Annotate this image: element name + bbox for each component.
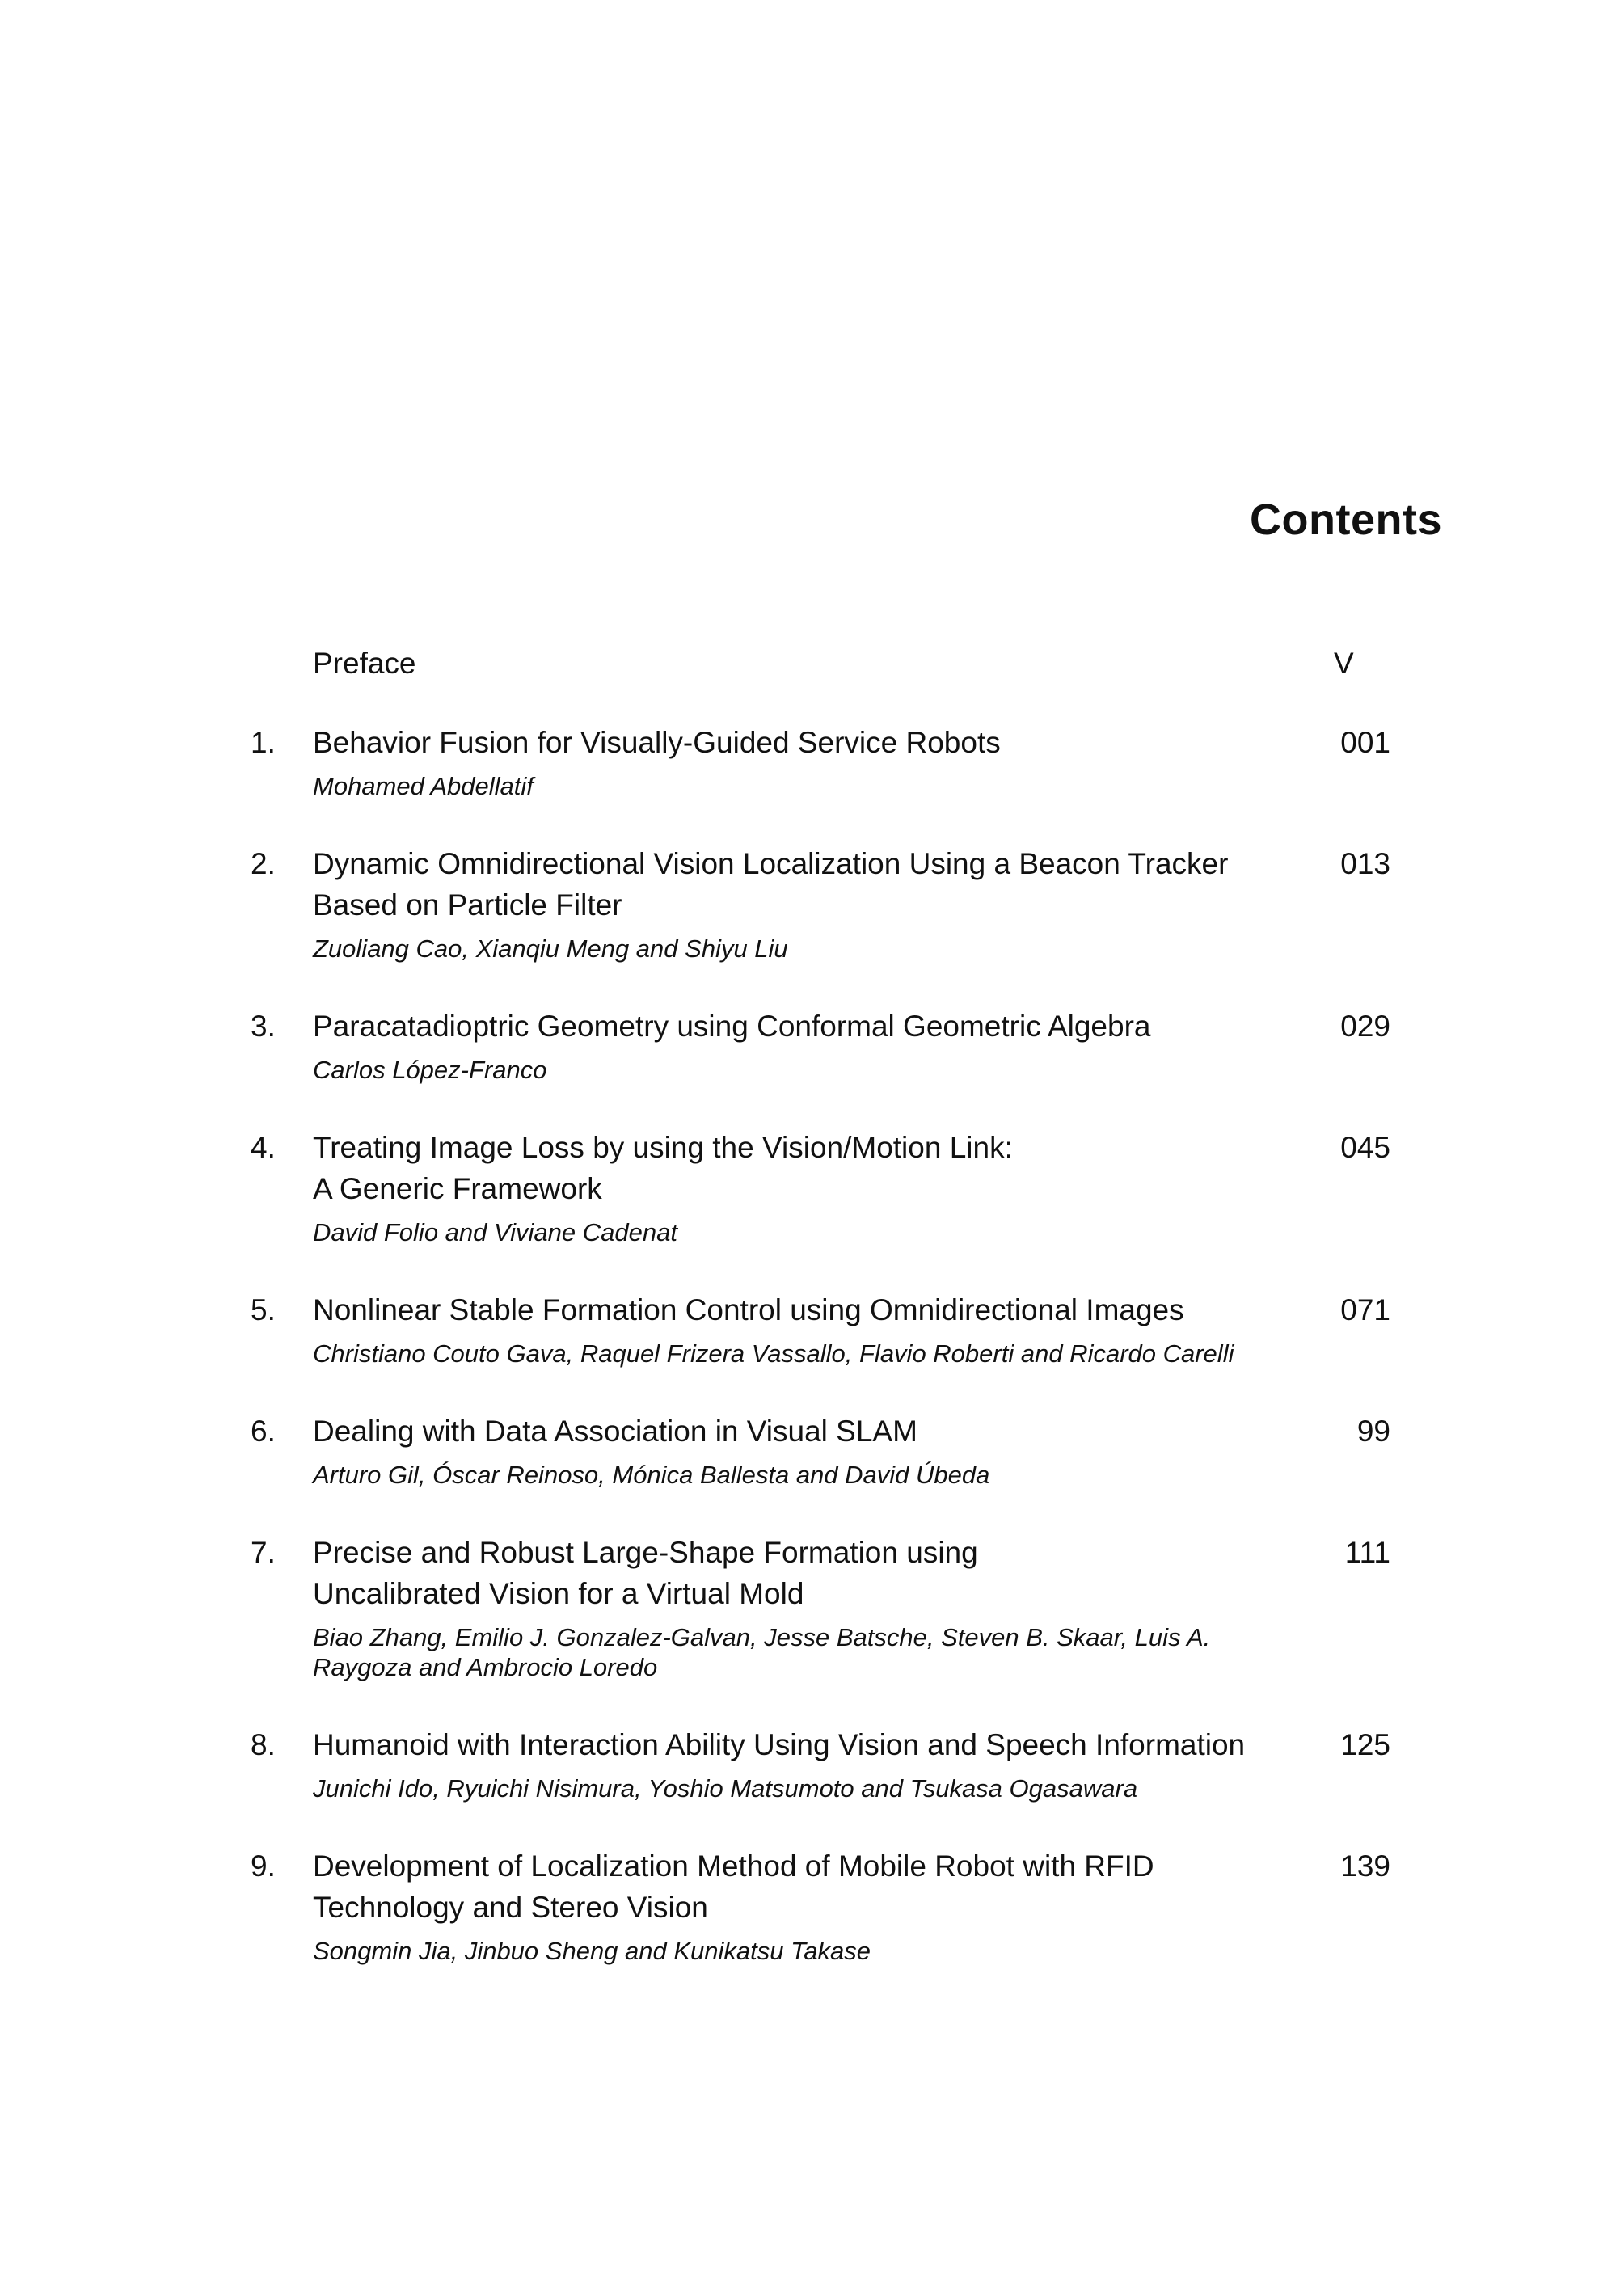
chapter-authors: Mohamed Abdellatif bbox=[313, 772, 534, 800]
toc-entries bbox=[251, 722, 1390, 1966]
chapter-page-number: 99 bbox=[1356, 1415, 1390, 1448]
toc-entry-body bbox=[313, 843, 1283, 964]
chapter-title-line: Humanoid with Interaction Ability Using Vision and Speech Information bbox=[313, 1728, 1246, 1761]
chapter-number: 1. bbox=[251, 726, 276, 759]
page-title: Contents bbox=[1250, 496, 1442, 544]
chapter-authors: David Folio and Viviane Cadenat bbox=[313, 1218, 677, 1246]
chapter-title-line: Precise and Robust Large-Shape Formation using bbox=[313, 1536, 978, 1569]
chapter-title-line: Based on Particle Filter bbox=[313, 888, 622, 921]
chapter-title-line: Dynamic Omnidirectional Vision Localization Using a Beacon Tracker bbox=[313, 847, 1229, 880]
chapter-number: 4. bbox=[251, 1131, 276, 1164]
chapter-title-line: Uncalibrated Vision for a Virtual Mold bbox=[313, 1577, 804, 1610]
toc-entry-body bbox=[313, 1411, 1283, 1490]
toc-entry-body bbox=[313, 1289, 1283, 1369]
toc-entry bbox=[251, 1006, 1390, 1085]
chapter-page-number: 001 bbox=[1340, 726, 1390, 759]
toc-entry-body bbox=[313, 722, 1283, 801]
toc-entry-body bbox=[313, 1006, 1283, 1085]
chapter-page-number: 029 bbox=[1340, 1010, 1390, 1043]
chapter-number: 3. bbox=[251, 1010, 276, 1043]
chapter-title-line: A Generic Framework bbox=[313, 1172, 602, 1205]
chapter-authors: Arturo Gil, Óscar Reinoso, Mónica Ballesta and David Úbeda bbox=[313, 1461, 990, 1489]
chapter-title-line: Technology and Stereo Vision bbox=[313, 1891, 708, 1924]
chapter-title-line: Nonlinear Stable Formation Control using Omnidirectional Images bbox=[313, 1293, 1184, 1326]
chapter-title-line: Behavior Fusion for Visually-Guided Service Robots bbox=[313, 726, 1001, 759]
chapter-page-number: 125 bbox=[1340, 1728, 1390, 1761]
toc-entry bbox=[251, 1289, 1390, 1369]
toc-entry bbox=[251, 843, 1390, 964]
toc-entry-body bbox=[313, 1127, 1283, 1247]
toc-entry bbox=[251, 1411, 1390, 1490]
chapter-page-number: 013 bbox=[1340, 847, 1390, 880]
toc-entry bbox=[251, 1724, 1390, 1803]
toc-entry bbox=[251, 722, 1390, 801]
preface-page-number: V bbox=[1334, 647, 1354, 680]
chapter-number: 8. bbox=[251, 1728, 276, 1761]
toc-entry-body bbox=[313, 1532, 1283, 1682]
chapter-authors: Carlos López-Franco bbox=[313, 1056, 547, 1084]
toc-entry bbox=[251, 1127, 1390, 1247]
preface-label: Preface bbox=[313, 647, 416, 680]
toc-entry bbox=[251, 1845, 1390, 1966]
table-of-contents bbox=[251, 643, 1390, 2008]
chapter-authors: Christiano Couto Gava, Raquel Frizera Vassallo, Flavio Roberti and Ricardo Carelli bbox=[313, 1339, 1234, 1368]
chapter-authors: Zuoliang Cao, Xianqiu Meng and Shiyu Liu bbox=[313, 934, 788, 963]
toc-entry-body bbox=[313, 1845, 1283, 1966]
chapter-page-number: 045 bbox=[1340, 1131, 1390, 1164]
chapter-number: 7. bbox=[251, 1536, 276, 1569]
chapter-authors: Biao Zhang, Emilio J. Gonzalez-Galvan, Jesse Batsche, Steven B. Skaar, Luis A. Raygoza and Ambrocio Loredo bbox=[313, 1623, 1211, 1681]
chapter-page-number: 111 bbox=[1344, 1536, 1390, 1569]
toc-entry-body bbox=[313, 1724, 1283, 1803]
chapter-title-line: Paracatadioptric Geometry using Conformal Geometric Algebra bbox=[313, 1010, 1151, 1043]
toc-entry bbox=[251, 1532, 1390, 1682]
chapter-page-number: 071 bbox=[1340, 1293, 1390, 1326]
chapter-authors: Songmin Jia, Jinbuo Sheng and Kunikatsu Takase bbox=[313, 1937, 871, 1965]
chapter-number: 2. bbox=[251, 847, 276, 880]
toc-preface-row bbox=[251, 643, 1382, 691]
chapter-title-line: Development of Localization Method of Mobile Robot with RFID bbox=[313, 1849, 1154, 1883]
chapter-page-number: 139 bbox=[1340, 1849, 1390, 1883]
chapter-title-line: Dealing with Data Association in Visual SLAM bbox=[313, 1415, 917, 1448]
chapter-number: 9. bbox=[251, 1849, 276, 1883]
chapter-number: 6. bbox=[251, 1415, 276, 1448]
chapter-number: 5. bbox=[251, 1293, 276, 1326]
chapter-title-line: Treating Image Loss by using the Vision/Motion Link: bbox=[313, 1131, 1013, 1164]
chapter-authors: Junichi Ido, Ryuichi Nisimura, Yoshio Matsumoto and Tsukasa Ogasawara bbox=[313, 1774, 1138, 1803]
